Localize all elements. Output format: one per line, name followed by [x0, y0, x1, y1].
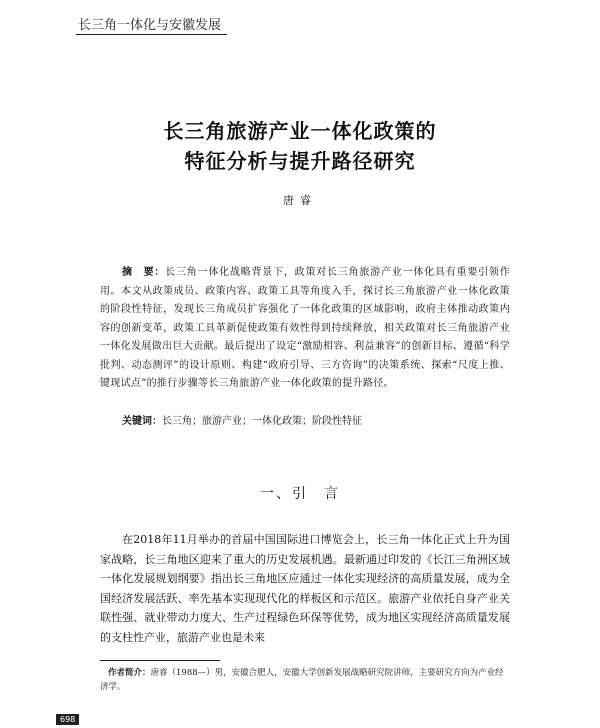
footnote-label: 作者简介： [108, 668, 151, 678]
running-header: 长三角一体化与安徽发展 [76, 14, 227, 35]
keywords-text: 长三角；旅游产业；一体化政策；阶段性特征 [162, 416, 362, 427]
abstract-label: 摘 要： [122, 267, 166, 278]
abstract [100, 264, 510, 394]
section-heading: 一、引 言 [260, 486, 340, 502]
footnote [100, 666, 510, 694]
keywords [100, 413, 510, 431]
page-number: 698 [56, 714, 79, 725]
title-line-1: 长三角旅游产业一体化政策的 [163, 119, 437, 143]
author-name: 唐睿 [283, 194, 317, 207]
article-title [0, 116, 600, 176]
abstract-text: 长三角一体化战略背景下，政策对长三角旅游产业一体化具有重要引领作用。本文从政策成员、政策内容、政策工具等角度入手，探讨长三角旅游产业一体化政策的阶段性特征，发现长三角成员扩容强化了一体化政策的区域影响，政府主体推动政策内容的创新变革，政策工具革新促使政策有效性得到持续释放，相关政策对长三角旅游产业一体化发展做出巨大贡献。最后提出了设定“激励相容、利益兼容”的创新目标、遵循“科学批判、动态测评”的设计原则、构建“政府引导、三方咨询”的决策系统、探索“尺度上推、键现试点”的推行步骤等长三角旅游产业一体化政策的提升路径。 [100, 267, 510, 389]
footnote-text: 唐睿（1988—）男，安徽合肥人，安徽大学创新发展战略研究院讲师，主要研究方向为产业经济学。 [100, 668, 504, 692]
body-paragraph: 在2018年11月举办的首届中国国际进口博览会上，长三角一体化正式上升为国家战略，长三角地区迎来了重大的历史发展机遇。最新通过印发的《长江三角洲区域一体化发展规划纲要》指出长三角地区应通过一体化实现经济的高质量发展，成为全国经济发展活跃、率先基本实现现代化的样板区和示范区。旅游产业依托自身产业关联性强、就业带动力度大、生产过程绿色环保等优势，成为地区实现经济高质量发展的支柱性产业，旅游产业也是未来 [100, 533, 510, 644]
keywords-label: 关键词： [122, 416, 162, 427]
title-line-2: 特征分析与提升路径研究 [184, 149, 416, 173]
footnote-rule [100, 660, 220, 661]
body-text [100, 530, 510, 647]
